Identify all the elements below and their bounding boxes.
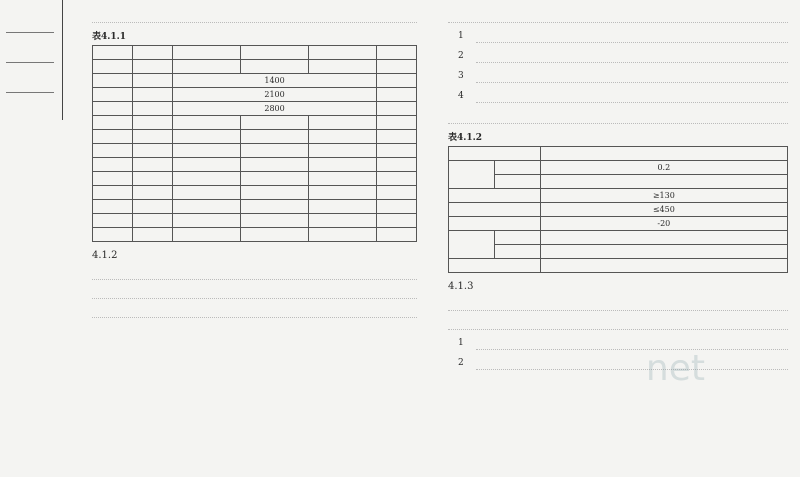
paragraph-line: [92, 305, 417, 318]
intro-line: [92, 10, 417, 23]
list-item: 2: [458, 358, 788, 370]
list-item: 3: [458, 71, 788, 83]
binding-cell: [6, 64, 54, 93]
paragraph-line: [448, 298, 788, 311]
table1-caption: 表4.1.1: [92, 32, 127, 42]
binding-cell: [6, 34, 54, 63]
list-item: 1: [458, 31, 788, 43]
watermark: net: [645, 348, 705, 389]
paragraph-line: [448, 317, 788, 330]
section-heading-4-1-3: 4.1.3: [448, 281, 474, 292]
table1: 1400 2100 2800: [92, 45, 417, 242]
list-item: 1: [458, 338, 788, 350]
paragraph-line: [92, 286, 417, 299]
binding-margin: [0, 0, 63, 120]
paragraph-line: [92, 267, 417, 280]
right-column: [448, 4, 788, 378]
section-heading-4-1-2: 4.1.2: [92, 250, 118, 261]
intro-line: [448, 10, 788, 23]
table2-caption: 表4.1.2: [448, 133, 483, 143]
list-item: 4: [458, 91, 788, 103]
left-column: [92, 4, 417, 324]
paragraph-line: [448, 111, 788, 124]
binding-cell: [6, 4, 54, 33]
table2: 0.2 ≥130 ≤450 -20: [448, 146, 788, 273]
list-item: 2: [458, 51, 788, 63]
